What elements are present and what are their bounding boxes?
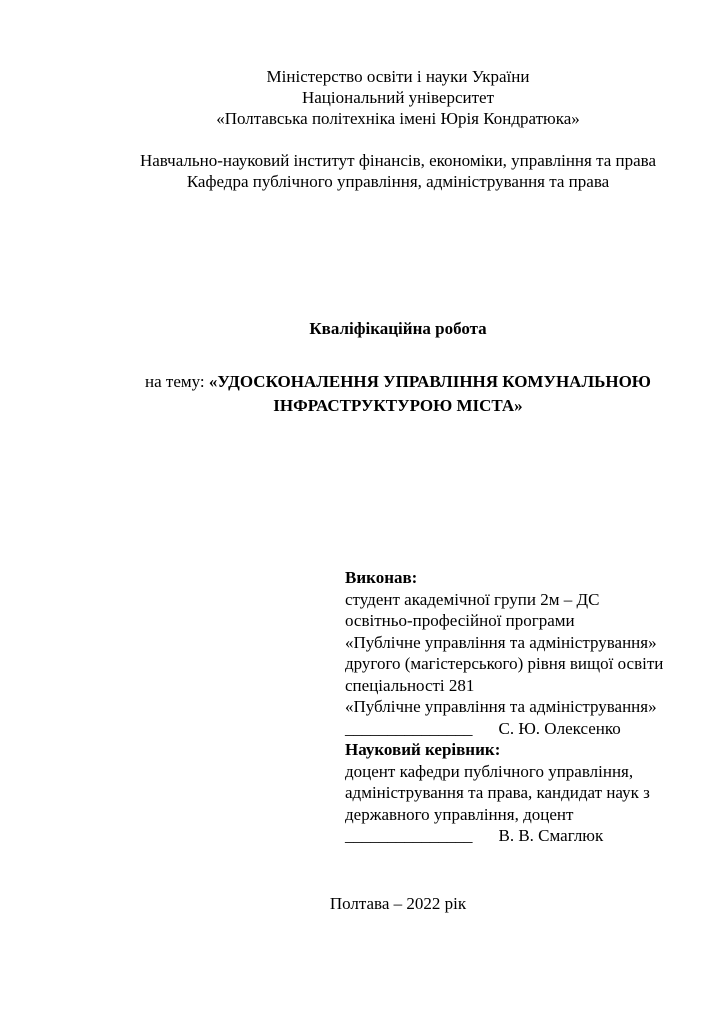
supervisor-signature-name: В. В. Смаглюк [498,826,604,845]
signature-underscores: _______________ [345,718,473,738]
executor-heading: Виконав: [345,568,418,587]
executor-line: «Публічне управління та адміністрування» [345,632,657,652]
institute-line: Навчально-науковий інститут фінансів, економіки, управління та права [139,151,657,170]
executor-supervisor-block [345,567,715,847]
footer-city-year: Полтава – 2022 рік [329,894,467,913]
supervisor-heading: Науковий керівник: [345,740,501,759]
executor-line: «Публічне управління та адміністрування» [345,697,657,716]
supervisor-line: доцент кафедри публічного управління, [345,761,634,781]
executor-line: другого (магістерського) рівня вищої освіти [345,654,664,673]
executor-line: освітньо-професійної програми [345,611,575,630]
department-line: Кафедра публічного управління, адміністрування та права [186,172,610,191]
topic-title: «УДОСКОНАЛЕННЯ УПРАВЛІННЯ КОМУНАЛЬНОЮ ІНФРАСТРУКТУРОЮ МІСТА» [208,372,651,415]
work-type-title: Кваліфікаційна робота [309,319,487,338]
university-name-line: «Полтавська політехніка імені Юрія Кондратюка» [216,109,580,128]
university-line: Національний університет [301,88,495,107]
topic-prefix: на тему: [145,372,205,391]
supervisor-line: державного управління, доцент [345,804,574,824]
executor-signature-line [345,718,715,740]
blank-line [72,129,724,150]
work-topic [118,370,678,418]
executor-signature-name: С. Ю. Олексенко [498,718,621,738]
executor-line: студент академічної групи 2м – ДС [345,589,600,609]
supervisor-signature-line [345,825,715,847]
ministry-line: Міністерство освіти і науки України [266,67,530,86]
executor-line: спеціальності 281 [345,675,475,695]
signature-underscores: _______________ [345,826,473,845]
supervisor-line: адміністрування та права, кандидат наук з [345,783,650,802]
header-block [72,66,724,192]
